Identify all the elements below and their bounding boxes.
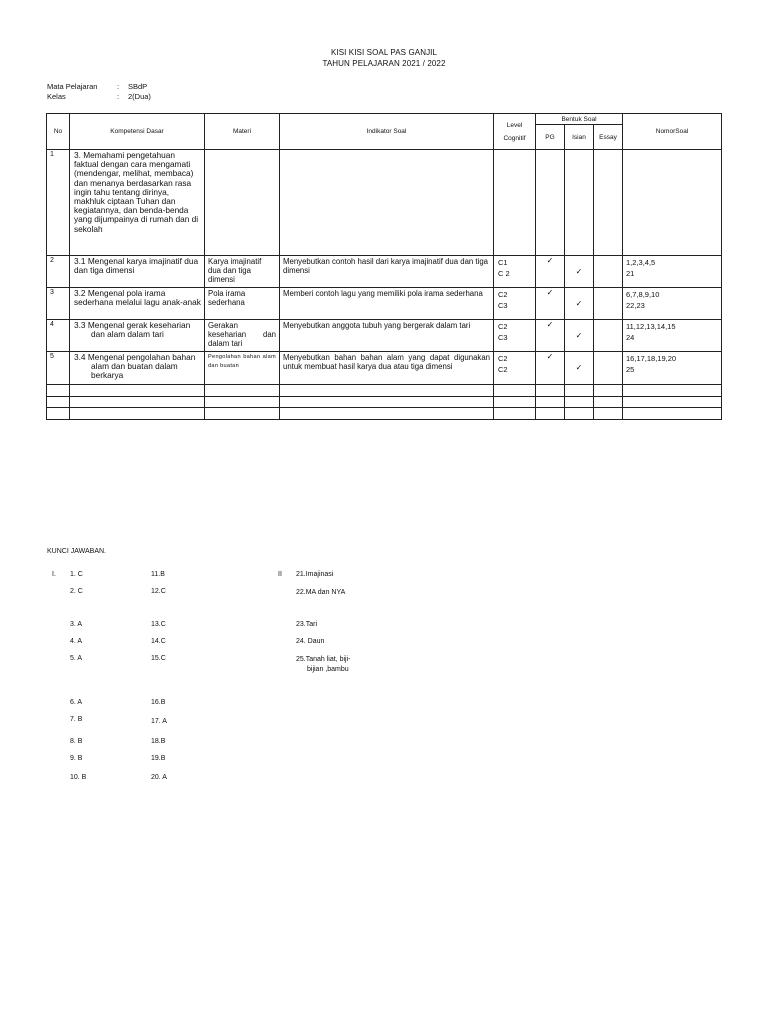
answer-item: 10. B (70, 774, 87, 781)
check-icon: ✓ (546, 352, 554, 361)
row-no: 2 (47, 256, 70, 288)
row-nomor-1: 16,17,18,19,20 (626, 354, 677, 363)
answer-item: 19.B (151, 755, 166, 762)
check-icon: ✓ (575, 331, 583, 340)
row-nomor-1: 1,2,3,4,5 (626, 258, 656, 267)
check-icon: ✓ (575, 363, 583, 372)
row-nomor (623, 256, 722, 288)
row-essay (594, 352, 623, 385)
row-nomor-2: 25 (626, 365, 635, 374)
row-indikator: Memberi contoh lagu yang memiliki pola irama sederhana (280, 288, 494, 320)
row-nomor (623, 150, 722, 256)
check-icon: ✓ (546, 256, 554, 265)
subject-value: SBdP (128, 82, 148, 91)
row-isian (565, 256, 594, 288)
row-no: 5 (47, 352, 70, 385)
answer-item: 6. A (70, 699, 83, 706)
check-icon: ✓ (546, 288, 554, 297)
answer-item: 24. Daun (296, 638, 325, 645)
row-nomor-2: 22,23 (626, 301, 645, 310)
answer-item: 16.B (151, 699, 166, 706)
check-icon: ✓ (575, 267, 583, 276)
answer-item: 7. B (70, 716, 83, 723)
row-level-1: C2 (498, 290, 508, 299)
answer-item: 13.C (151, 621, 166, 628)
row-pg (536, 288, 565, 320)
row-level (494, 288, 536, 320)
row-level (494, 352, 536, 385)
row-materi: Gerakan keseharian dan dalam tari (205, 320, 280, 352)
row-nomor-1: 6,7,8,9,10 (626, 290, 660, 299)
doc-year: TAHUN PELAJARAN 2021 / 2022 (322, 59, 446, 68)
header-indikator: Indikator Soal (280, 114, 494, 150)
answer-item: 23.Tari (296, 621, 318, 628)
answer-item: 21.Imajinasi (296, 571, 334, 578)
answer-item: 25.Tanah liat, biji-bijian ,bambu (296, 656, 351, 673)
answer-item: 9. B (70, 755, 83, 762)
header-level (494, 114, 536, 150)
subject-colon: : (117, 82, 120, 91)
row-kd: 3.1 Mengenal karya imajinatif dua dan tiga dimensi (70, 256, 205, 288)
row-kd: 3.4 Mengenal pengolahan bahan alam dan buatan dalam berkarya (70, 352, 205, 385)
section-2-label: II (278, 571, 282, 578)
table-row (47, 320, 722, 352)
row-nomor (623, 320, 722, 352)
row-materi: Pengolahan bahan alam dan buatan (205, 352, 280, 385)
row-indikator (280, 150, 494, 256)
check-icon: ✓ (575, 299, 583, 308)
row-essay (594, 288, 623, 320)
row-kd: 3.3 Mengenal gerak keseharian dan alam dalam tari (70, 320, 205, 352)
row-nomor (623, 352, 722, 385)
row-level-1: C2 (498, 322, 508, 331)
header-level-line2: Cognitif (503, 134, 526, 142)
row-pg (536, 150, 565, 256)
answer-item: 22.MA dan NYA (296, 589, 346, 596)
header-level-line1: Level (506, 121, 523, 129)
row-nomor (623, 288, 722, 320)
row-materi (205, 150, 280, 256)
answer-item: 4. A (70, 638, 83, 645)
table-row (47, 352, 722, 385)
answer-item: 11.B (151, 571, 165, 578)
header-nomor: NomorSoal (623, 114, 722, 150)
header-isian: Isian (565, 125, 594, 150)
row-pg (536, 256, 565, 288)
row-level (494, 150, 536, 256)
row-level-2: C3 (498, 301, 508, 310)
row-isian (565, 320, 594, 352)
header-no: No (47, 114, 70, 150)
header-kd: Kompetensi Dasar (70, 114, 205, 150)
class-value: 2(Dua) (128, 92, 151, 101)
header-bentuk: Bentuk Soal (536, 114, 623, 125)
row-isian (565, 150, 594, 256)
kisi-kisi-table (46, 113, 722, 420)
row-kd: 3. Memahami pengetahuan faktual dengan cara mengamati (mendengar, melihat, membaca) dan menanya berdasarkan rasa ingin tahu tentang dirinya, makhluk ciptaan Tuhan dan kegiatannya, dan benda-benda yang dijumpainya di rumah dan di sekolah (70, 150, 205, 256)
class-colon: : (117, 92, 120, 101)
row-isian (565, 288, 594, 320)
answer-item: 2. C (70, 588, 83, 595)
row-essay (594, 256, 623, 288)
table-row (47, 150, 722, 256)
answer-item: 5. A (70, 655, 83, 662)
answer-item: 12.C (151, 588, 166, 595)
row-level (494, 320, 536, 352)
answer-item: 20. A (151, 774, 167, 781)
header-materi: Materi (205, 114, 280, 150)
row-level-2: C2 (498, 365, 508, 374)
answer-item: 8. B (70, 738, 83, 745)
row-isian (565, 352, 594, 385)
row-nomor-1: 11,12,13,14,15 (626, 322, 676, 331)
row-materi: Pola irama sederhana (205, 288, 280, 320)
row-no: 3 (47, 288, 70, 320)
row-level-2: C3 (498, 333, 508, 342)
answer-item: 1. C (70, 571, 83, 578)
row-nomor-2: 21 (626, 269, 635, 278)
doc-title: KISI KISI SOAL PAS GANJIL (330, 48, 438, 57)
row-materi: Karya imajinatif dua dan tiga dimensi (205, 256, 280, 288)
answer-item: 14.C (151, 638, 166, 645)
table-row (47, 256, 722, 288)
subject-label: Mata Pelajaran (47, 82, 98, 91)
row-level (494, 256, 536, 288)
class-label: Kelas (47, 92, 66, 101)
row-no: 1 (47, 150, 70, 256)
table-row-empty (47, 385, 722, 397)
check-icon: ✓ (546, 320, 554, 329)
row-indikator: Menyebutkan anggota tubuh yang bergerak dalam tari (280, 320, 494, 352)
header-pg: PG (536, 125, 565, 150)
row-level-1: C2 (498, 354, 508, 363)
row-level-2: C 2 (498, 269, 510, 278)
table-row-empty (47, 397, 722, 408)
answer-item: 15.C (151, 655, 166, 662)
row-pg (536, 352, 565, 385)
row-no: 4 (47, 320, 70, 352)
row-level-1: C1 (498, 258, 508, 267)
answer-item: 17. A (151, 718, 167, 725)
row-indikator: Menyebutkan contoh hasil dari karya imajinatif dua dan tiga dimensi (280, 256, 494, 288)
row-nomor-2: 24 (626, 333, 635, 342)
section-1-label: I. (52, 571, 56, 578)
table-row-empty (47, 408, 722, 420)
row-pg (536, 320, 565, 352)
row-essay (594, 320, 623, 352)
row-essay (594, 150, 623, 256)
table-row (47, 288, 722, 320)
answer-item: 18.B (151, 738, 166, 745)
answer-item: 3. A (70, 621, 83, 628)
row-kd: 3.2 Mengenal pola irama sederhana melalui lagu anak-anak (70, 288, 205, 320)
header-essay: Essay (594, 125, 623, 150)
answer-key-title: KUNCI JAWABAN. (47, 548, 106, 555)
row-indikator: Menyebutkan bahan bahan alam yang dapat digunakan untuk membuat hasil karya dua atau tiga dimensi (280, 352, 494, 385)
